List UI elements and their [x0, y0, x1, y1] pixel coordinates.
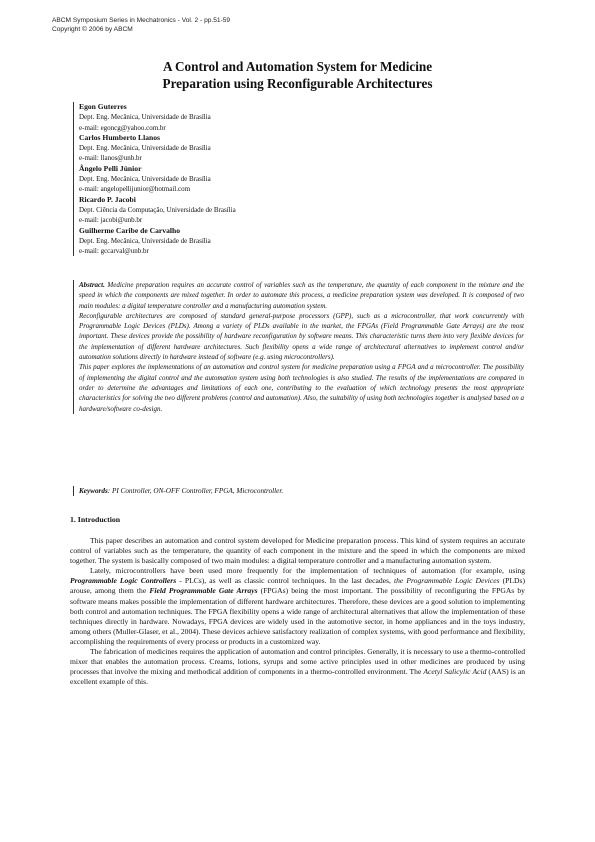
abstract-label: Abstract.	[79, 281, 105, 289]
paper-title	[0, 58, 595, 92]
section-heading-introduction: 1. Introduction	[70, 515, 121, 524]
copyright-line: Copyright © 2006 by ABCM	[52, 26, 133, 33]
term-fpga: Field Programmable Gate Arrays	[149, 586, 258, 596]
introduction-body	[70, 536, 525, 687]
author-name: Guilherme Caribe de Carvalho	[79, 225, 181, 235]
intro-paragraph-3	[70, 647, 525, 687]
author-email: e-mail: angelopellijunior@hotmail.com	[79, 185, 191, 194]
author-name: Ângelo Pelli Júnior	[79, 163, 142, 173]
author-affiliation: Dept. Ciência da Computação, Universidade de Brasília	[79, 205, 236, 214]
author-name: Ricardo P. Jacobi	[79, 194, 136, 204]
intro-paragraph-1: This paper describes an automation and control system developed for Medicine preparation process. This kind of system requires an accurate control of variables such as the temperature, the quantity of each component in the mixture and the speed in which the components are mixed together. The system is basically composed of two main modules: a digital temperature controller and a manufacturing automation system.	[70, 536, 525, 566]
author-entry	[79, 164, 543, 195]
term-aas: Acetyl Salicylic Acid	[423, 667, 487, 677]
abstract-paragraph-2: Reconfigurable architectures are composed of standard general-purpose processors (GPP), such as a microcontroller, that work concurrently with Programmable Logic Devices (PLDs). Among a variety of PLDs available in the market, the FPGAs (Field Programmable Gate Arrays) are the most important. These devices provide the possibility of hardware reconfiguration by software means. This characteristic turns them into very flexible devices for the implementation of different hardware architectures. Such flexibility opens a wide range of architectural alternatives to implement control and/or automation solutions directly in hardware instead of software (e.g. using microcontrollers).	[79, 311, 524, 362]
keywords-label: Keywords	[79, 487, 108, 495]
authors-list	[73, 102, 543, 256]
author-affiliation: Dept. Eng. Mecânica, Universidade de Brasília	[79, 113, 211, 122]
author-affiliation: Dept. Eng. Mecânica, Universidade de Brasília	[79, 236, 211, 245]
term-plc: Programmable Logic Controllers	[70, 576, 177, 586]
author-affiliation: Dept. Eng. Mecânica, Universidade de Brasília	[79, 144, 211, 153]
intro-p2-text-b: - PLCs), as well as classic control techniques. In the last decades,	[176, 576, 394, 586]
keywords	[73, 486, 283, 496]
keywords-text: : PI Controller, ON-OFF Controller, FPGA, Microcontroller.	[107, 487, 284, 495]
title-line-2: Preparation using Reconfigurable Architectures	[162, 76, 433, 91]
author-email: e-mail: jacobi@unb.br	[79, 216, 143, 225]
title-line-1: A Control and Automation System for Medicine	[162, 59, 433, 74]
running-header	[52, 16, 230, 34]
term-pld: the Programmable Logic Devices	[393, 576, 500, 586]
author-email: e-mail: llanos@unb.br	[79, 154, 142, 163]
intro-p3-text-a: The fabrication of medicines requires the application of automation and control principles. Generally, it is necessary to use a thermo-controlled mixer that enables the automation process. Creams, lotions, syrups and some active principles used in other medicines are produced by using processes that involve the mixing and methodical addition of components in a thermo-controlled environment. The	[70, 647, 525, 677]
author-entry	[79, 226, 543, 257]
author-name: Egon Guterres	[79, 102, 127, 111]
abstract	[73, 280, 524, 414]
author-entry	[79, 195, 543, 226]
intro-p2-text-d: (FPGAs) being the most important. The possibility of reconfiguring the FPGAs by software means makes possible the implementation of different hardware architectures. Therefore, these devices are a good solution to implementing both control and automation techniques. The FPGA flexibility opens a wide range of architectural alternatives that allow the implementation of these techniques directly in hardware. Nowadays, FPGA devices are widely used in the automotive sector, in home appliances and in the toys industry, among others (Muller-Glaser, et al., 2004). These devices achieve satisfactory realization of complex systems, with good performance and flexibility, accomplishing the requirements of every process or products in a customized way.	[70, 586, 525, 646]
intro-paragraph-2	[70, 566, 525, 647]
author-entry	[79, 133, 543, 164]
author-affiliation: Dept. Eng. Mecânica, Universidade de Brasília	[79, 175, 211, 184]
author-name: Carlos Humberto Llanos	[79, 132, 161, 142]
abstract-paragraph-1	[79, 280, 524, 311]
author-email: e-mail: egoncg@yahoo.com.br	[79, 123, 166, 132]
intro-p2-text-a: Lately, microcontrollers have been used more frequently for the implementation of techniques of automation (for example, using	[90, 566, 525, 576]
author-entry	[79, 102, 543, 133]
intro-p3-text-b: (AAS) is an excellent example of this.	[70, 667, 525, 687]
intro-p2-text-c: (PLDs) arouse, among them the	[70, 576, 525, 596]
abstract-text-1: Medicine preparation requires an accurate control of variables such as the temperature, the quantity of each component in the mixture and the speed in which the components are mixed together. In order to automate this process, a medicine preparation system was developed. It is composed of two main modules: a digital temperature controller and a manufacturing automation system.	[79, 281, 524, 310]
author-email: e-mail: gccarval@unb.br	[79, 247, 149, 256]
series-line: ABCM Symposium Series in Mechatronics - Vol. 2 - pp.51-59	[52, 17, 231, 24]
abstract-paragraph-3: This paper explores the implementations of an automation and control system for medicine preparation using a FPGA and a microcontroller. The possibility of implementing the digital control and the automation system using both technologies is also studied. The results of the implementations are compared in order to determine the advantages and limitations of each one, contributing to the evaluation of which technology presents the most appropriate characteristics for solving the two different problems (control and automation). Also, the suitability of using both technologies together is analysed based on a hardware/software co-design.	[79, 363, 524, 413]
